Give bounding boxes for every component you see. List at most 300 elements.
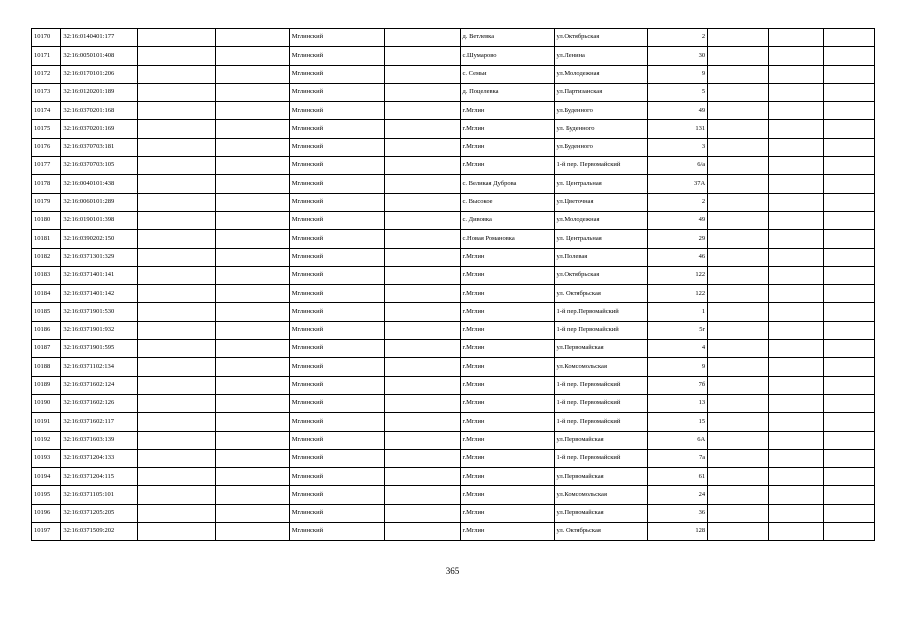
row-number-cell: 10188 <box>32 358 61 376</box>
settlement-cell: с. Высокое <box>460 193 554 211</box>
empty-cell <box>708 47 769 65</box>
cadastral-number-cell: 32:16:0371901:595 <box>61 340 138 358</box>
settlement-cell: д. Поцелевка <box>460 83 554 101</box>
empty-cell <box>824 175 875 193</box>
empty-cell <box>708 413 769 431</box>
empty-cell <box>824 120 875 138</box>
cadastral-number-cell: 32:16:0371602:124 <box>61 376 138 394</box>
empty-cell <box>215 193 289 211</box>
street-cell: ул.Октябрьская <box>554 266 647 284</box>
house-number-cell: 37А <box>647 175 708 193</box>
street-cell: ул.Первомайская <box>554 431 647 449</box>
table-row <box>32 413 875 431</box>
house-number-cell: 5г <box>647 321 708 339</box>
empty-cell <box>384 394 460 412</box>
cadastral-number-cell: 32:16:0390202:150 <box>61 230 138 248</box>
empty-cell <box>824 413 875 431</box>
cadastral-number-cell: 32:16:0371401:142 <box>61 285 138 303</box>
empty-cell <box>708 211 769 229</box>
district-cell: Мглинский <box>289 303 384 321</box>
empty-cell <box>768 486 824 504</box>
empty-cell <box>824 47 875 65</box>
empty-cell <box>215 394 289 412</box>
house-number-cell: 49 <box>647 211 708 229</box>
street-cell: 1-й пер. Первомайский <box>554 394 647 412</box>
street-cell: 1-й пер. Первомайский <box>554 449 647 467</box>
district-cell: Мглинский <box>289 83 384 101</box>
house-number-cell: 15 <box>647 413 708 431</box>
empty-cell <box>824 157 875 175</box>
empty-cell <box>138 193 216 211</box>
empty-cell <box>384 358 460 376</box>
empty-cell <box>384 120 460 138</box>
empty-cell <box>384 29 460 47</box>
empty-cell <box>768 266 824 284</box>
empty-cell <box>768 157 824 175</box>
empty-cell <box>384 47 460 65</box>
empty-cell <box>215 468 289 486</box>
empty-cell <box>138 120 216 138</box>
house-number-cell: 128 <box>647 523 708 541</box>
empty-cell <box>138 83 216 101</box>
empty-cell <box>708 29 769 47</box>
settlement-cell: г.Мглин <box>460 394 554 412</box>
table-row <box>32 266 875 284</box>
settlement-cell: г.Мглин <box>460 102 554 120</box>
empty-cell <box>768 468 824 486</box>
house-number-cell: 13 <box>647 394 708 412</box>
row-number-cell: 10180 <box>32 211 61 229</box>
empty-cell <box>824 266 875 284</box>
street-cell: ул.Первомайская <box>554 504 647 522</box>
row-number-cell: 10191 <box>32 413 61 431</box>
house-number-cell: 2 <box>647 193 708 211</box>
house-number-cell: 5 <box>647 83 708 101</box>
settlement-cell: г.Мглин <box>460 358 554 376</box>
district-cell: Мглинский <box>289 449 384 467</box>
empty-cell <box>768 376 824 394</box>
empty-cell <box>824 193 875 211</box>
settlement-cell: г.Мглин <box>460 303 554 321</box>
empty-cell <box>384 248 460 266</box>
house-number-cell: 6/a <box>647 157 708 175</box>
row-number-cell: 10174 <box>32 102 61 120</box>
table-row <box>32 83 875 101</box>
table-row <box>32 157 875 175</box>
empty-cell <box>824 340 875 358</box>
district-cell: Мглинский <box>289 504 384 522</box>
empty-cell <box>138 102 216 120</box>
street-cell: ул.Буденного <box>554 138 647 156</box>
empty-cell <box>138 230 216 248</box>
district-cell: Мглинский <box>289 523 384 541</box>
table-body <box>32 29 875 541</box>
table-row <box>32 431 875 449</box>
empty-cell <box>215 175 289 193</box>
table-row <box>32 394 875 412</box>
page-number: 365 <box>445 566 460 576</box>
district-cell: Мглинский <box>289 285 384 303</box>
street-cell: ул.Комсомольская <box>554 486 647 504</box>
empty-cell <box>768 65 824 83</box>
settlement-cell: г.Мглин <box>460 504 554 522</box>
district-cell: Мглинский <box>289 321 384 339</box>
empty-cell <box>138 449 216 467</box>
empty-cell <box>768 193 824 211</box>
street-cell: ул.Первомайская <box>554 468 647 486</box>
street-cell: ул.Первомайская <box>554 340 647 358</box>
empty-cell <box>384 175 460 193</box>
district-cell: Мглинский <box>289 138 384 156</box>
empty-cell <box>824 504 875 522</box>
empty-cell <box>768 413 824 431</box>
house-number-cell: 61 <box>647 468 708 486</box>
district-cell: Мглинский <box>289 248 384 266</box>
cadastral-number-cell: 32:16:0050101:408 <box>61 47 138 65</box>
empty-cell <box>768 175 824 193</box>
empty-cell <box>215 431 289 449</box>
street-cell: ул.Ленина <box>554 47 647 65</box>
street-cell: 1-й пер. Первомайский <box>554 376 647 394</box>
settlement-cell: г.Мглин <box>460 376 554 394</box>
cadastral-number-cell: 32:16:0120201:189 <box>61 83 138 101</box>
house-number-cell: 9 <box>647 358 708 376</box>
empty-cell <box>708 303 769 321</box>
empty-cell <box>824 102 875 120</box>
table-row <box>32 285 875 303</box>
settlement-cell: г.Мглин <box>460 340 554 358</box>
settlement-cell: г.Мглин <box>460 449 554 467</box>
cadastral-number-cell: 32:16:0371105:101 <box>61 486 138 504</box>
settlement-cell: г.Мглин <box>460 266 554 284</box>
empty-cell <box>768 523 824 541</box>
empty-cell <box>384 211 460 229</box>
empty-cell <box>708 523 769 541</box>
empty-cell <box>215 230 289 248</box>
empty-cell <box>768 394 824 412</box>
empty-cell <box>824 321 875 339</box>
empty-cell <box>215 285 289 303</box>
house-number-cell: 36 <box>647 504 708 522</box>
street-cell: ул.Полевая <box>554 248 647 266</box>
street-cell: ул. Центральная <box>554 175 647 193</box>
empty-cell <box>708 157 769 175</box>
table-row <box>32 523 875 541</box>
settlement-cell: д. Ветлевка <box>460 29 554 47</box>
table-row <box>32 230 875 248</box>
empty-cell <box>215 83 289 101</box>
empty-cell <box>824 285 875 303</box>
table-row <box>32 120 875 138</box>
empty-cell <box>708 193 769 211</box>
street-cell: ул. Октябрьская <box>554 523 647 541</box>
empty-cell <box>384 523 460 541</box>
settlement-cell: г.Мглин <box>460 413 554 431</box>
empty-cell <box>215 211 289 229</box>
empty-cell <box>768 83 824 101</box>
settlement-cell: с. Семьи <box>460 65 554 83</box>
row-number-cell: 10185 <box>32 303 61 321</box>
empty-cell <box>708 449 769 467</box>
table-row <box>32 303 875 321</box>
settlement-cell: г.Мглин <box>460 285 554 303</box>
empty-cell <box>768 248 824 266</box>
row-number-cell: 10190 <box>32 394 61 412</box>
cadastral-number-cell: 32:16:0040101:438 <box>61 175 138 193</box>
district-cell: Мглинский <box>289 431 384 449</box>
empty-cell <box>824 394 875 412</box>
empty-cell <box>768 358 824 376</box>
district-cell: Мглинский <box>289 29 384 47</box>
empty-cell <box>138 248 216 266</box>
empty-cell <box>215 321 289 339</box>
row-number-cell: 10197 <box>32 523 61 541</box>
table-row <box>32 340 875 358</box>
street-cell: ул.Октябрьская <box>554 29 647 47</box>
empty-cell <box>215 523 289 541</box>
cadastral-number-cell: 32:16:0371603:139 <box>61 431 138 449</box>
cadastral-number-cell: 32:16:0371204:133 <box>61 449 138 467</box>
empty-cell <box>768 230 824 248</box>
table-row <box>32 468 875 486</box>
table-row <box>32 138 875 156</box>
settlement-cell: г.Мглин <box>460 523 554 541</box>
empty-cell <box>215 29 289 47</box>
empty-cell <box>768 321 824 339</box>
row-number-cell: 10184 <box>32 285 61 303</box>
house-number-cell: 131 <box>647 120 708 138</box>
cadastral-number-cell: 32:16:0371401:141 <box>61 266 138 284</box>
empty-cell <box>824 358 875 376</box>
cadastral-number-cell: 32:16:0371509:202 <box>61 523 138 541</box>
settlement-cell: с. Великая Дуброва <box>460 175 554 193</box>
district-cell: Мглинский <box>289 266 384 284</box>
row-number-cell: 10177 <box>32 157 61 175</box>
empty-cell <box>215 303 289 321</box>
table-row <box>32 376 875 394</box>
empty-cell <box>708 175 769 193</box>
settlement-cell: с. Дивовка <box>460 211 554 229</box>
empty-cell <box>824 248 875 266</box>
district-cell: Мглинский <box>289 175 384 193</box>
empty-cell <box>138 523 216 541</box>
empty-cell <box>824 523 875 541</box>
street-cell: ул.Молодежная <box>554 65 647 83</box>
row-number-cell: 10189 <box>32 376 61 394</box>
district-cell: Мглинский <box>289 413 384 431</box>
house-number-cell: 122 <box>647 266 708 284</box>
empty-cell <box>768 504 824 522</box>
empty-cell <box>138 47 216 65</box>
empty-cell <box>708 138 769 156</box>
district-cell: Мглинский <box>289 47 384 65</box>
empty-cell <box>708 102 769 120</box>
cadastral-number-cell: 32:16:0371602:117 <box>61 413 138 431</box>
table-row <box>32 321 875 339</box>
empty-cell <box>384 321 460 339</box>
house-number-cell: 1 <box>647 303 708 321</box>
empty-cell <box>215 102 289 120</box>
empty-cell <box>138 321 216 339</box>
empty-cell <box>384 468 460 486</box>
table-row <box>32 486 875 504</box>
empty-cell <box>768 431 824 449</box>
empty-cell <box>708 376 769 394</box>
empty-cell <box>138 468 216 486</box>
house-number-cell: 46 <box>647 248 708 266</box>
empty-cell <box>708 468 769 486</box>
empty-cell <box>768 102 824 120</box>
empty-cell <box>768 285 824 303</box>
empty-cell <box>708 340 769 358</box>
empty-cell <box>138 340 216 358</box>
house-number-cell: 4 <box>647 340 708 358</box>
empty-cell <box>384 486 460 504</box>
empty-cell <box>708 504 769 522</box>
empty-cell <box>384 65 460 83</box>
empty-cell <box>138 486 216 504</box>
row-number-cell: 10175 <box>32 120 61 138</box>
empty-cell <box>138 138 216 156</box>
empty-cell <box>215 47 289 65</box>
empty-cell <box>384 376 460 394</box>
table-row <box>32 175 875 193</box>
house-number-cell: 2 <box>647 29 708 47</box>
empty-cell <box>708 486 769 504</box>
settlement-cell: с.Шумарово <box>460 47 554 65</box>
settlement-cell: г.Мглин <box>460 248 554 266</box>
empty-cell <box>384 266 460 284</box>
empty-cell <box>384 504 460 522</box>
empty-cell <box>138 29 216 47</box>
house-number-cell: 9 <box>647 65 708 83</box>
settlement-cell: г.Мглин <box>460 468 554 486</box>
table-row <box>32 358 875 376</box>
district-cell: Мглинский <box>289 65 384 83</box>
empty-cell <box>138 303 216 321</box>
district-cell: Мглинский <box>289 376 384 394</box>
cadastral-number-cell: 32:16:0060101:289 <box>61 193 138 211</box>
cadastral-number-cell: 32:16:0370703:105 <box>61 157 138 175</box>
street-cell: ул. Октябрьская <box>554 285 647 303</box>
empty-cell <box>138 211 216 229</box>
cadastral-number-cell: 32:16:0170101:206 <box>61 65 138 83</box>
house-number-cell: 30 <box>647 47 708 65</box>
empty-cell <box>824 303 875 321</box>
empty-cell <box>384 340 460 358</box>
empty-cell <box>138 266 216 284</box>
row-number-cell: 10170 <box>32 29 61 47</box>
cadastral-number-cell: 32:16:0371102:134 <box>61 358 138 376</box>
empty-cell <box>138 175 216 193</box>
empty-cell <box>384 102 460 120</box>
empty-cell <box>708 83 769 101</box>
empty-cell <box>768 449 824 467</box>
empty-cell <box>138 431 216 449</box>
street-cell: 1-й пер.Первомайский <box>554 303 647 321</box>
district-cell: Мглинский <box>289 468 384 486</box>
empty-cell <box>824 211 875 229</box>
district-cell: Мглинский <box>289 211 384 229</box>
empty-cell <box>708 65 769 83</box>
district-cell: Мглинский <box>289 486 384 504</box>
empty-cell <box>384 193 460 211</box>
row-number-cell: 10194 <box>32 468 61 486</box>
empty-cell <box>138 504 216 522</box>
row-number-cell: 10181 <box>32 230 61 248</box>
settlement-cell: с.Новая Романовка <box>460 230 554 248</box>
row-number-cell: 10176 <box>32 138 61 156</box>
cadastral-number-cell: 32:16:0370703:181 <box>61 138 138 156</box>
cadastral-number-cell: 32:16:0140401:177 <box>61 29 138 47</box>
empty-cell <box>824 431 875 449</box>
empty-cell <box>215 486 289 504</box>
empty-cell <box>215 157 289 175</box>
row-number-cell: 10195 <box>32 486 61 504</box>
empty-cell <box>384 285 460 303</box>
table-row <box>32 102 875 120</box>
row-number-cell: 10193 <box>32 449 61 467</box>
settlement-cell: г.Мглин <box>460 486 554 504</box>
street-cell: ул.Комсомольская <box>554 358 647 376</box>
house-number-cell: 24 <box>647 486 708 504</box>
settlement-cell: г.Мглин <box>460 120 554 138</box>
empty-cell <box>138 285 216 303</box>
district-cell: Мглинский <box>289 193 384 211</box>
table-row <box>32 211 875 229</box>
house-number-cell: 7а <box>647 449 708 467</box>
cadastral-number-cell: 32:16:0371205:205 <box>61 504 138 522</box>
street-cell: ул.Цветочная <box>554 193 647 211</box>
empty-cell <box>215 358 289 376</box>
empty-cell <box>215 120 289 138</box>
empty-cell <box>708 321 769 339</box>
empty-cell <box>384 157 460 175</box>
empty-cell <box>138 376 216 394</box>
table-row <box>32 504 875 522</box>
settlement-cell: г.Мглин <box>460 138 554 156</box>
empty-cell <box>138 394 216 412</box>
table-row <box>32 65 875 83</box>
house-number-cell: 122 <box>647 285 708 303</box>
empty-cell <box>824 230 875 248</box>
row-number-cell: 10186 <box>32 321 61 339</box>
empty-cell <box>384 83 460 101</box>
cadastral-number-cell: 32:16:0371301:329 <box>61 248 138 266</box>
table-row <box>32 29 875 47</box>
settlement-cell: г.Мглин <box>460 431 554 449</box>
table-row <box>32 248 875 266</box>
empty-cell <box>138 413 216 431</box>
empty-cell <box>708 120 769 138</box>
empty-cell <box>768 47 824 65</box>
district-cell: Мглинский <box>289 358 384 376</box>
row-number-cell: 10173 <box>32 83 61 101</box>
row-number-cell: 10171 <box>32 47 61 65</box>
cadastral-number-cell: 32:16:0371602:126 <box>61 394 138 412</box>
empty-cell <box>768 340 824 358</box>
empty-cell <box>384 431 460 449</box>
street-cell: ул.Партизанская <box>554 83 647 101</box>
street-cell: 1-й пер. Первомайский <box>554 157 647 175</box>
row-number-cell: 10183 <box>32 266 61 284</box>
empty-cell <box>215 413 289 431</box>
empty-cell <box>824 83 875 101</box>
house-number-cell: 49 <box>647 102 708 120</box>
cadastral-number-cell: 32:16:0370201:169 <box>61 120 138 138</box>
district-cell: Мглинский <box>289 230 384 248</box>
empty-cell <box>138 65 216 83</box>
